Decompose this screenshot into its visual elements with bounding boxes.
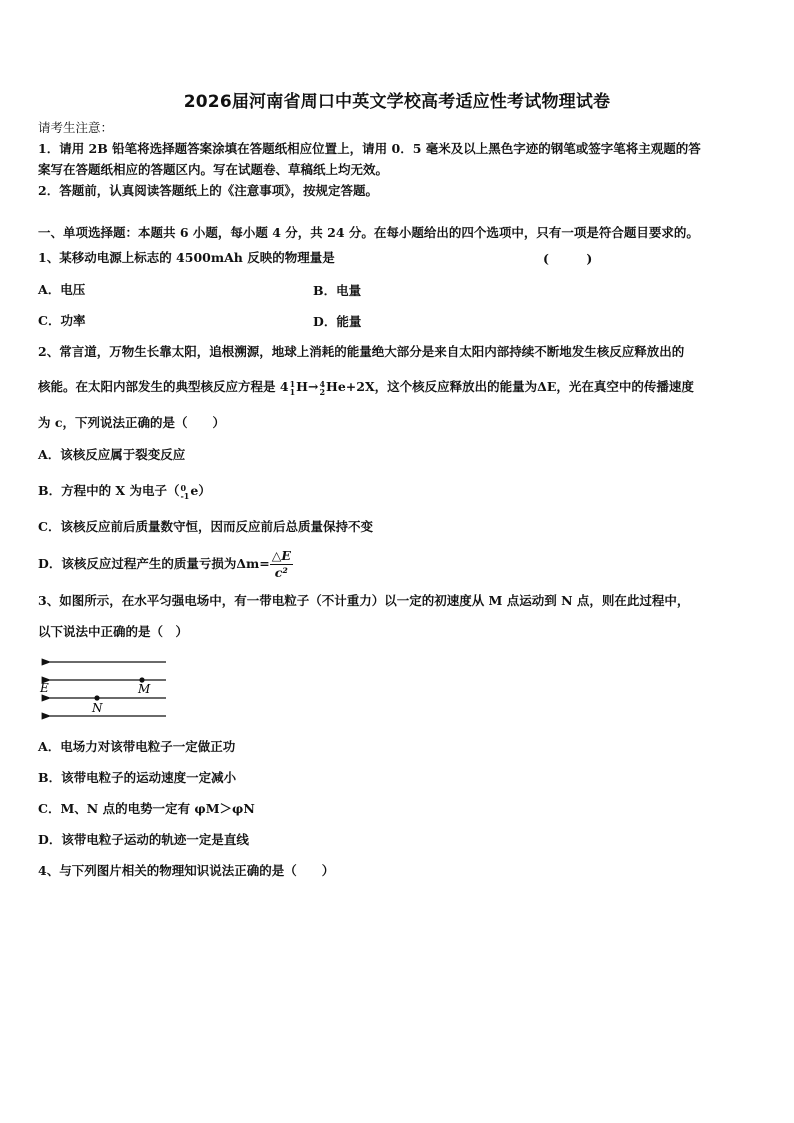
notice-heading: 请考生注意： <box>38 120 114 135</box>
q2-line-2-text-a: 核能。在太阳内部发生的典型核反应方程是 4 <box>38 379 289 394</box>
electron-indices: 0 -1 <box>180 482 190 501</box>
q3-option-d: D．该带电粒子运动的轨迹一定是直线 <box>38 832 249 847</box>
hydrogen-nuclide-indices: 1 1 <box>289 378 296 397</box>
q4-stem: 4、与下列图片相关的物理知识说法正确的是（ ） <box>38 863 335 878</box>
q1-option-b: B．电量 <box>313 283 362 298</box>
mass-defect-fraction <box>270 548 293 581</box>
label-m: M <box>138 682 151 696</box>
q2-option-b-text-b: ） <box>198 483 211 498</box>
q3-line-2: 以下说法中正确的是（ ） <box>38 624 189 639</box>
q2-option-c: C．该核反应前后质量数守恒，因而反应前后总质量保持不变 <box>38 519 373 534</box>
q2-option-b <box>38 482 211 500</box>
q1-stem: 1、某移动电源上标志的 4500mAh 反映的物理量是 <box>38 250 335 265</box>
q3-option-c: C．M、N 点的电势一定有 φM＞φN <box>38 801 255 816</box>
notice-item-1-line-2: 案写在答题纸相应的答题区内。写在试题卷、草稿纸上均无效。 <box>38 162 389 177</box>
point-n <box>94 695 99 700</box>
q1-option-a: A．电压 <box>38 282 86 297</box>
q1-answer-blank: ( ) <box>543 251 593 266</box>
q2-line-2-text-b: +2X，这个核反应释放出的能量为ΔE，光在真空中的传播速度 <box>345 379 694 394</box>
label-n: N <box>92 701 103 715</box>
q2-option-b-text-a: B．方程中的 X 为电子（ <box>38 483 180 498</box>
q2-option-d-text: D．该核反应过程产生的质量亏损为Δm= <box>38 556 270 571</box>
label-e: E <box>40 681 49 695</box>
notice-item-2: 2．答题前，认真阅读答题纸上的《注意事项》，按规定答题。 <box>38 183 378 198</box>
q1-option-c: C．功率 <box>38 313 86 328</box>
section-heading: 一、单项选择题：本题共 6 小题，每小题 4 分，共 24 分。在每小题给出的四个选项中，只有一项是符合题目要求的。 <box>38 225 699 240</box>
helium-symbol: He <box>326 379 346 394</box>
notice-item-1-line-1: 1．请用 2B 铅笔将选择题答案涂填在答题纸相应位置上，请用 0．5 毫米及以上黑色字迹的钢笔或签字笔将主观题的答 <box>38 141 701 156</box>
page-title: 2026届河南省周口中英文学校高考适应性考试物理试卷 <box>183 92 611 112</box>
q3-option-b: B．该带电粒子的运动速度一定减小 <box>38 770 237 785</box>
q2-option-d <box>38 548 293 581</box>
fraction-numerator: △E <box>271 548 291 563</box>
q2-line-3: 为 c，下列说法正确的是（ ） <box>38 415 225 430</box>
q1-option-d: D．能量 <box>313 314 362 329</box>
q2-option-a: A．该核反应属于裂变反应 <box>38 447 186 462</box>
q3-option-a: A．电场力对该带电粒子一定做正功 <box>38 739 236 754</box>
reaction-arrow: → <box>307 379 319 394</box>
q3-line-1: 3、如图所示，在水平匀强电场中，有一带电粒子（不计重力）以一定的初速度从 M 点运动到 N 点，则在此过程中， <box>38 593 690 608</box>
electron-symbol: e <box>190 483 199 498</box>
electric-field-diagram <box>36 655 170 723</box>
q2-line-2 <box>38 378 694 396</box>
q2-line-1: 2、常言道，万物生长靠太阳，追根溯源，地球上消耗的能量绝大部分是来自太阳内部持续不断地发生核反应释放出的 <box>38 344 685 359</box>
helium-nuclide-indices: 4 2 <box>319 378 326 397</box>
hydrogen-symbol: H <box>296 379 308 394</box>
fraction-denominator: c² <box>274 565 288 580</box>
